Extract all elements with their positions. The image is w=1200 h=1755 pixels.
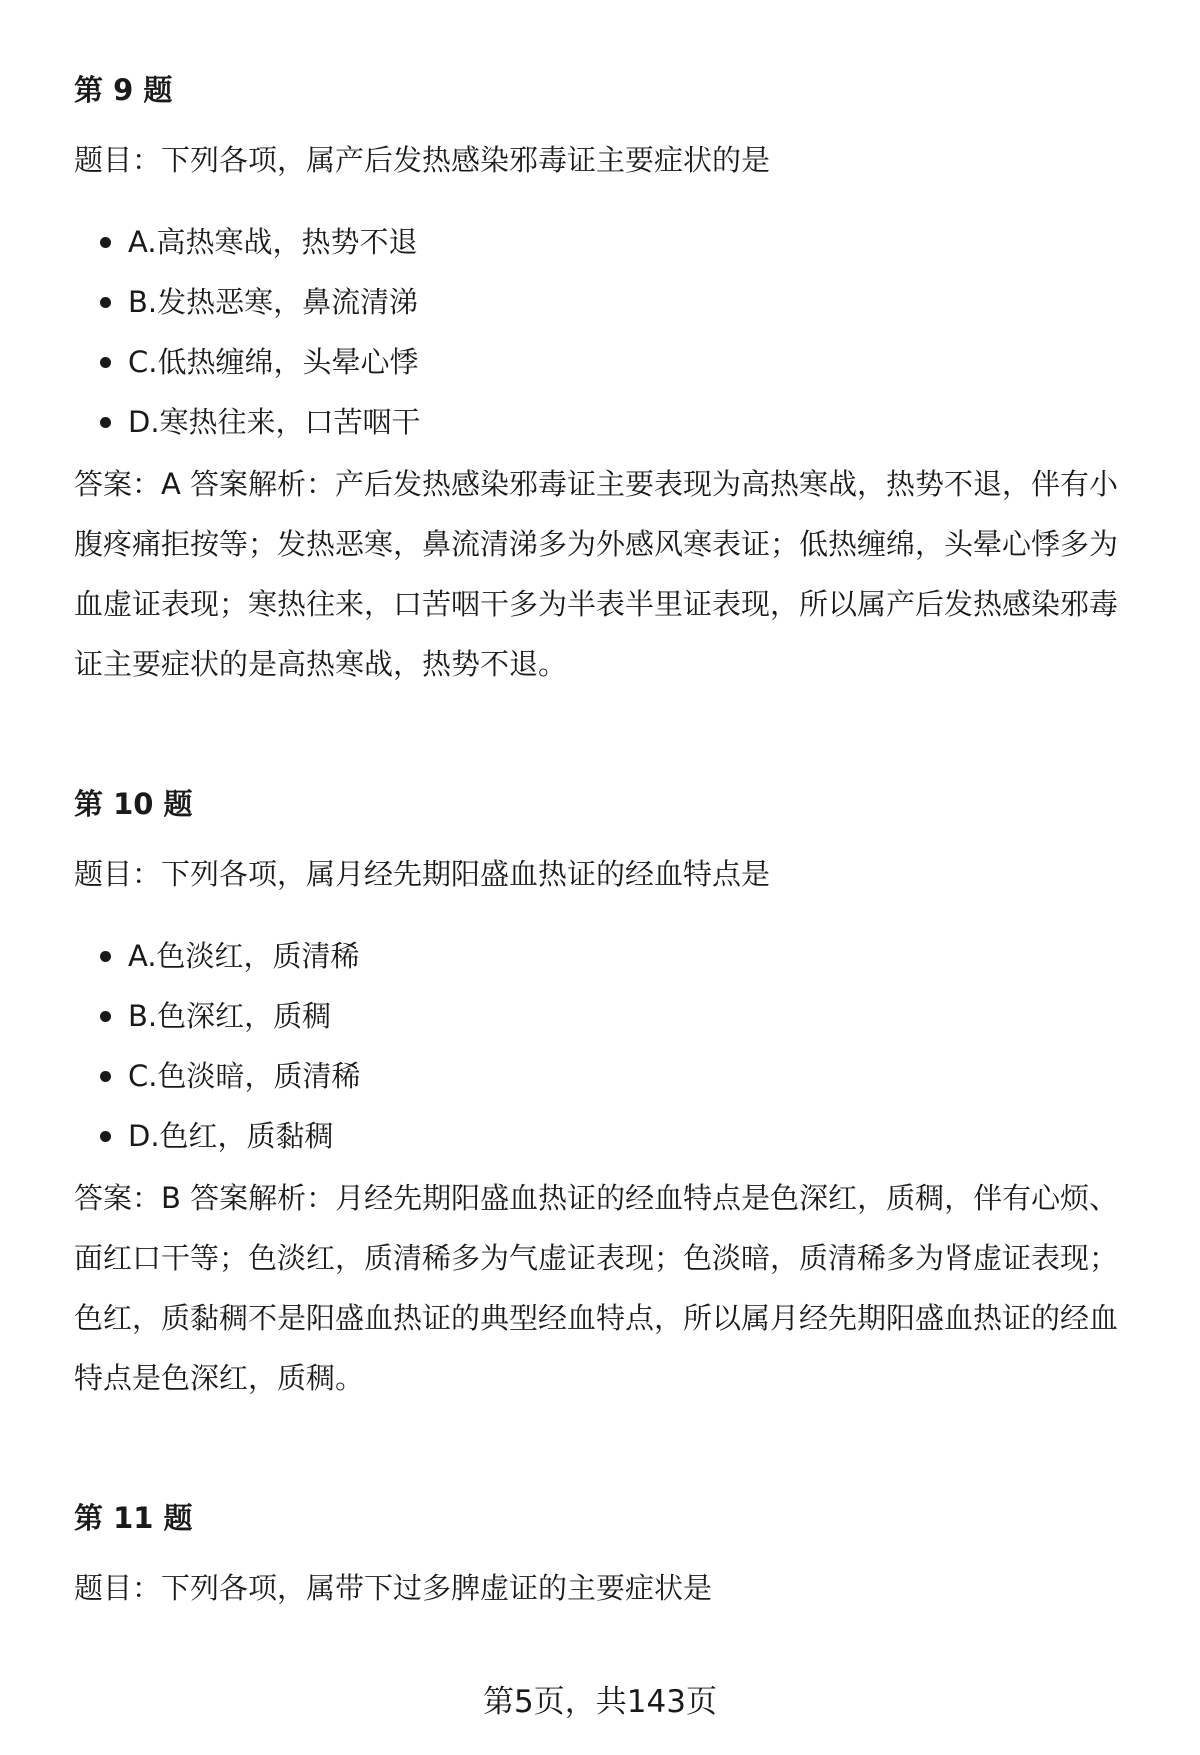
answer-line: 证主要症状的是高热寒战，热势不退。 [74,647,568,681]
answer-explanation [74,1168,1154,1408]
option-text: C.色淡暗，质清稀 [128,1059,361,1093]
bullet-icon [100,357,111,368]
option-item [74,986,360,1046]
question-stem: 题目：下列各项，属月经先期阳盛血热证的经血特点是 [74,857,771,891]
option-text: C.低热缠绵，头晕心悸 [128,345,419,379]
option-text: D.寒热往来，口苦咽干 [128,405,421,439]
option-text: D.色红，质黏稠 [128,1119,334,1153]
question-heading: 第 10 题 [74,787,193,821]
option-item [74,926,360,986]
option-list [74,926,360,1166]
answer-explanation [74,454,1154,694]
question-heading: 第 11 题 [74,1501,193,1535]
bullet-icon [100,237,111,248]
option-text: B.色深红，质稠 [128,999,332,1033]
bullet-icon [100,1131,111,1142]
bullet-icon [100,1071,111,1082]
answer-line: 特点是色深红，质稠。 [74,1361,365,1395]
answer-line: 答案：A 答案解析：产后发热感染邪毒证主要表现为高热寒战，热势不退，伴有小 [74,467,1119,501]
bullet-icon [100,951,111,962]
option-list [74,212,421,452]
option-item [74,212,421,272]
bullet-icon [100,417,111,428]
option-text: A.高热寒战，热势不退 [128,225,418,259]
question-stem: 题目：下列各项，属产后发热感染邪毒证主要症状的是 [74,143,771,177]
question-stem: 题目：下列各项，属带下过多脾虚证的主要症状是 [74,1571,713,1605]
option-item [74,332,421,392]
option-item [74,272,421,332]
page-number-footer: 第5页，共143页 [483,1684,717,1720]
option-item [74,392,421,452]
answer-line: 腹疼痛拒按等；发热恶寒，鼻流清涕多为外感风寒表证；低热缠绵，头晕心悸多为 [74,527,1119,561]
option-text: A.色淡红，质清稀 [128,939,360,973]
answer-line: 答案：B 答案解析：月经先期阳盛血热证的经血特点是色深红，质稠，伴有心烦、 [74,1181,1119,1215]
option-text: B.发热恶寒，鼻流清涕 [128,285,419,319]
option-item [74,1046,360,1106]
bullet-icon [100,297,111,308]
option-item [74,1106,360,1166]
answer-line: 色红，质黏稠不是阳盛血热证的典型经血特点，所以属月经先期阳盛血热证的经血 [74,1301,1119,1335]
question-heading: 第 9 题 [74,73,173,107]
answer-line: 血虚证表现；寒热往来，口苦咽干多为半表半里证表现，所以属产后发热感染邪毒 [74,587,1119,621]
answer-line: 面红口干等；色淡红，质清稀多为气虚证表现；色淡暗，质清稀多为肾虚证表现； [74,1241,1119,1275]
bullet-icon [100,1011,111,1022]
